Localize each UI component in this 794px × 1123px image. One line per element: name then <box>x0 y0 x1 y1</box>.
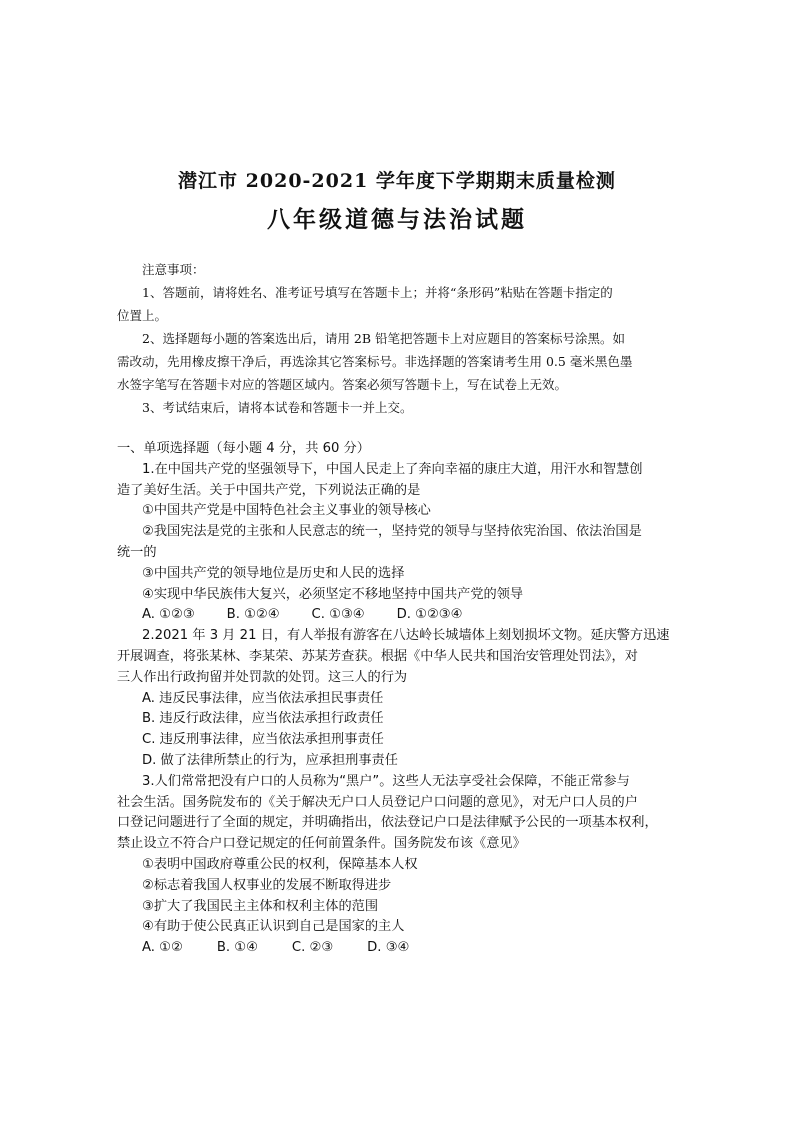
q1-statement-2-line1: ②我国宪法是党的主张和人民意志的统一，坚持党的领导与坚持依宪治国、依法治国是 <box>142 524 642 540</box>
q2-option-c[interactable]: C. 违反刑事法律，应当依法承担刑事责任 <box>142 732 384 748</box>
q3-stem-line3: 口登记问题进行了全面的规定，并明确指出，依法登记户口是法律赋予公民的一项基本权利， <box>117 815 658 831</box>
q3-option-a[interactable]: A. ①② <box>142 940 183 956</box>
instructions-heading: 注意事项： <box>142 262 205 277</box>
q1-statement-3: ③中国共产党的领导地位是历史和人民的选择 <box>142 565 405 581</box>
q3-statement-4: ④有助于使公民真正认识到自己是国家的主人 <box>142 919 405 935</box>
exam-subtitle: 八年级道德与法治试题 <box>267 206 527 233</box>
q1-stem-line2: 造了美好生活。关于中国共产党，下列说法正确的是 <box>117 482 421 498</box>
q3-option-b[interactable]: B. ①④ <box>216 940 258 956</box>
q1-option-a[interactable]: A. ①②③ <box>142 607 195 623</box>
instruction-2-line3: 水签字笔写在答题卡对应的答题区域内。答案必须写答题卡上，写在试卷上无效。 <box>117 377 568 392</box>
instruction-2-line2: 需改动，先用橡皮擦干净后，再选涂其它答案标号。非选择题的答案请考生用 0.5 毫米黑色墨 <box>117 354 633 369</box>
instruction-3: 3、考试结束后，请将本试卷和答题卡一并上交。 <box>142 400 413 415</box>
instructions-block <box>117 258 682 419</box>
q3-stem-line1: 3.人们常常把没有户口的人员称为“黑户”。这些人无法享受社会保障，不能正常参与 <box>142 773 630 789</box>
instruction-1-line1: 1、答题前，请将姓名、准考证号填写在答题卡上；并将“条形码”粘贴在答题卡指定的 <box>142 285 613 300</box>
q1-statement-2-line2: 统一的 <box>117 544 157 560</box>
q1-option-b[interactable]: B. ①②④ <box>226 607 280 623</box>
exam-title: 潜江市 2020-2021 学年度下学期期末质量检测 <box>178 170 616 192</box>
q1-option-c[interactable]: C. ①③④ <box>311 607 365 623</box>
section-heading: 一、单项选择题（每小题 4 分，共 60 分） <box>117 441 370 456</box>
q3-stem-line2: 社会生活。国务院发布的《关于解决无户口人员登记户口问题的意见》，对无户口人员的户 <box>117 794 638 810</box>
q1-stem-line1: 1.在中国共产党的坚强领导下，中国人民走上了奔向幸福的康庄大道，用汗水和智慧创 <box>142 461 643 477</box>
q3-stem-line4: 禁止设立不符合户口登记规定的任何前置条件。国务院发布该《意见》 <box>117 836 526 852</box>
q2-option-a[interactable]: A. 违反民事法律，应当依法承担民事责任 <box>142 690 384 706</box>
q2-stem-line2: 开展调查，将张某林、李某荣、苏某芳查获。根据《中华人民共和国治安管理处罚法》，对 <box>117 648 638 664</box>
q3-options <box>117 938 687 959</box>
q3-statement-1: ①表明中国政府尊重公民的权利，保障基本人权 <box>142 856 418 872</box>
q3-statement-3: ③扩大了我国民主主体和权利主体的范围 <box>142 898 379 914</box>
q2-stem-line1: 2.2021 年 3 月 21 日，有人举报有游客在八达岭长城墙体上刻划损坏文物。延庆警方迅速 <box>142 628 670 644</box>
instruction-1-line2: 位置上。 <box>117 308 168 323</box>
q1-statement-4: ④实现中华民族伟大复兴，必须坚定不移地坚持中国共产党的领导 <box>142 586 524 602</box>
q1-options <box>117 605 687 626</box>
q3-option-d[interactable]: D. ③④ <box>367 940 410 956</box>
section-single-choice <box>117 439 687 959</box>
q3-statement-2: ②标志着我国人权事业的发展不断取得进步 <box>142 877 392 893</box>
q2-stem-line3: 三人作出行政拘留并处罚款的处罚。这三人的行为 <box>117 669 408 685</box>
q2-option-d[interactable]: D. 做了法律所禁止的行为，应承担刑事责任 <box>142 752 398 768</box>
q3-option-c[interactable]: C. ②③ <box>291 940 334 956</box>
q1-statement-1: ①中国共产党是中国特色社会主义事业的领导核心 <box>142 503 431 519</box>
instruction-2-line1: 2、选择题每小题的答案选出后，请用 2B 铅笔把答题卡上对应题目的答案标号涂黑。如 <box>142 331 626 346</box>
q2-option-b[interactable]: B. 违反行政法律，应当依法承担行政责任 <box>142 711 384 727</box>
q1-option-d[interactable]: D. ①②③④ <box>396 607 463 623</box>
